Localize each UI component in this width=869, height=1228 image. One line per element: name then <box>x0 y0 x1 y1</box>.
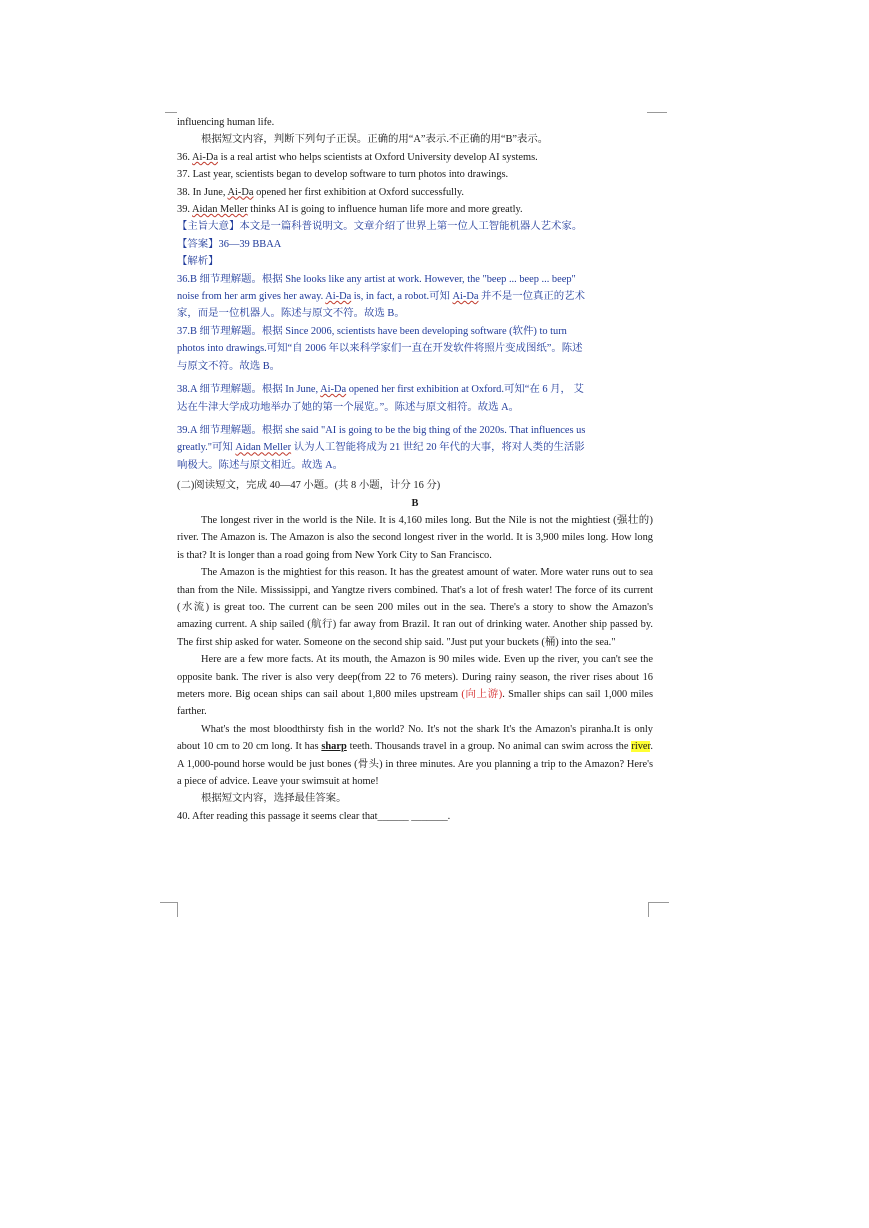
q38-number: 38. In June, <box>177 186 228 198</box>
a39-text-b: 认为人工智能将成为 21 世纪 20 年代的大事，将对人类的生活影 <box>291 442 585 454</box>
analysis-39 <box>177 422 653 474</box>
question-40: 40. After reading this passage it seems clear that______ _______. <box>177 810 451 822</box>
a39-line2 <box>177 439 653 456</box>
answer-key: 【答案】36—39 BBAA <box>177 238 282 250</box>
q39-name: Aidan Meller <box>192 204 248 216</box>
passage-paragraph-1: The longest river in the world is the Nile. It is 4,160 miles long. But the Nile is not the mightiest (强壮的) river. The Amazon is. The Amazon is also the second longest river in the world. It is 3,900 miles long. How long is that? It is longer than a road going from New York City to San Francisco. <box>177 514 653 561</box>
a36-text-c: 并不是一位真正的艺术 <box>478 291 585 303</box>
p4-bold-word: sharp <box>321 741 347 753</box>
judge-instruction: 根据短文内容，判断下列句子正误。正确的用“A”表示.不正确的用“B”表示。 <box>201 134 549 146</box>
passage-paragraph-3 <box>177 651 653 721</box>
passage-paragraph-2: The Amazon is the mightiest for this reason. It has the greatest amount of water. More water runs out to sea than from the Nile. Mississippi, and Yangtze rivers combined. That's a lot of fresh water! The force of its current (水流) is great too. The current can be seen 200 miles out in the sea. There's a story to show the Amazon's amazing current. A ship sailed (航行) far away from Brazil. It ran out of drinking water. Another ship passed by. The first ship asked for water. Someone on the second ship said. "Just put your buckets (桶) into the sea." <box>177 567 653 648</box>
a38-line1 <box>177 381 653 398</box>
a36-text-a: noise from her arm gives her away. <box>177 291 326 303</box>
question-37: 37. Last year, scientists began to develop software to turn photos into drawings. <box>177 169 509 181</box>
question-38 <box>177 184 653 201</box>
p3-annotation: (向上游) <box>461 689 503 700</box>
analysis-37 <box>177 323 653 375</box>
a37-line2: photos into drawings.可知“自 2006 年以来科学家们一直在开发软件将照片变成图纸”。陈述 <box>177 343 583 355</box>
intro-line: influencing human life. <box>177 117 275 128</box>
a36-line2 <box>177 288 653 305</box>
p3-text-a: Here are a few more facts. At its mouth, the Amazon is 90 miles wide. Even up the river, you can't see the opposite bank. The river is also very deep(from 22 to 76 meters). During rainy season, the river rises about 16 meters more. Big ocean ships can sail about 1,800 miles upstream <box>177 654 653 700</box>
a37-line1: 37.B 细节理解题。根据 Since 2006, scientists have been developing software (软件) to turn <box>177 325 567 337</box>
main-idea: 【主旨大意】本文是一篇科普说明文。文章介绍了世界上第一位人工智能机器人艺术家。 <box>177 221 583 233</box>
question-39 <box>177 201 653 218</box>
a38-line2: 达在牛津大学成功地举办了她的第一个展览。”。陈述与原文相符。故选 A。 <box>177 401 520 413</box>
analysis-36 <box>177 271 653 323</box>
a36-name-2: Ai-Da <box>452 291 479 303</box>
section-heading: (二)阅读短文，完成 40—47 小题。(共 8 小题，计分 16 分) <box>177 480 441 492</box>
q39-number: 39. <box>177 204 193 216</box>
q36-text: is a real artist who helps scientists at Oxford University develop AI systems. <box>217 151 538 163</box>
passage-paragraph-4 <box>177 721 653 791</box>
analysis-heading: 【解析】 <box>177 256 219 268</box>
a38-text-b: opened her first exhibition at Oxford.可知“在 6 月， 艾 <box>346 384 584 396</box>
q39-text: thinks AI is going to influence human life more and more greatly. <box>247 204 523 216</box>
p4-text-c: . A 1,000-pound horse would be just bones (骨头) in three minutes. Are you planning a trip to the Amazon? Here's a piece of advice. Leave your swimsuit at home! <box>177 741 654 788</box>
a38-text-a: 38.A 细节理解题。根据 In June, <box>177 384 321 396</box>
p4-highlight-word: river <box>631 741 651 753</box>
a36-line3: 家，而是一位机器人。陈述与原文不符。故选 B。 <box>177 308 405 320</box>
q38-name: Ai-Da <box>227 186 254 198</box>
p4-text-a: What's the most bloodthirsty fish in the world? No. It's not the shark It's the Amazon's piranha.It is only about 10 cm to 20 cm long. It has <box>177 723 653 753</box>
a36-line1: 36.B 细节理解题。根据 She looks like any artist at work. However, the "beep ... beep ... beep" <box>177 273 576 285</box>
a36-name-1: Ai-Da <box>325 291 352 303</box>
document-content <box>177 114 653 825</box>
p3-text-b: . Smaller ships can sail 1,000 miles farther. <box>177 689 654 718</box>
a39-text-a: greatly."可知 <box>177 442 236 454</box>
choice-instruction: 根据短文内容，选择最佳答案。 <box>201 793 347 805</box>
p4-text-b: teeth. Thousands travel in a group. No animal can swim across the <box>346 741 632 753</box>
question-36 <box>177 149 653 166</box>
a36-text-b: is, in fact, a robot.可知 <box>351 291 453 303</box>
a37-line3: 与原文不符。故选 B。 <box>177 360 281 372</box>
q38-text: opened her first exhibition at Oxford successfully. <box>253 186 465 198</box>
passage-letter: B <box>411 497 419 509</box>
a38-name: Ai-Da <box>320 384 347 396</box>
analysis-38 <box>177 381 653 416</box>
a39-name: Aidan Meller <box>235 442 292 454</box>
q36-number: 36. <box>177 151 193 163</box>
crop-mark-top-left <box>165 112 177 113</box>
a39-line1: 39.A 细节理解题。根据 she said "AI is going to be the big thing of the 2020s. That influences us <box>177 424 586 436</box>
crop-mark-top-right <box>647 112 667 113</box>
a39-line3: 响极大。陈述与原文相近。故选 A。 <box>177 459 343 471</box>
crop-mark-bottom-left <box>160 902 178 917</box>
crop-mark-bottom-right <box>648 902 669 917</box>
q36-name: Ai-Da <box>192 151 218 163</box>
